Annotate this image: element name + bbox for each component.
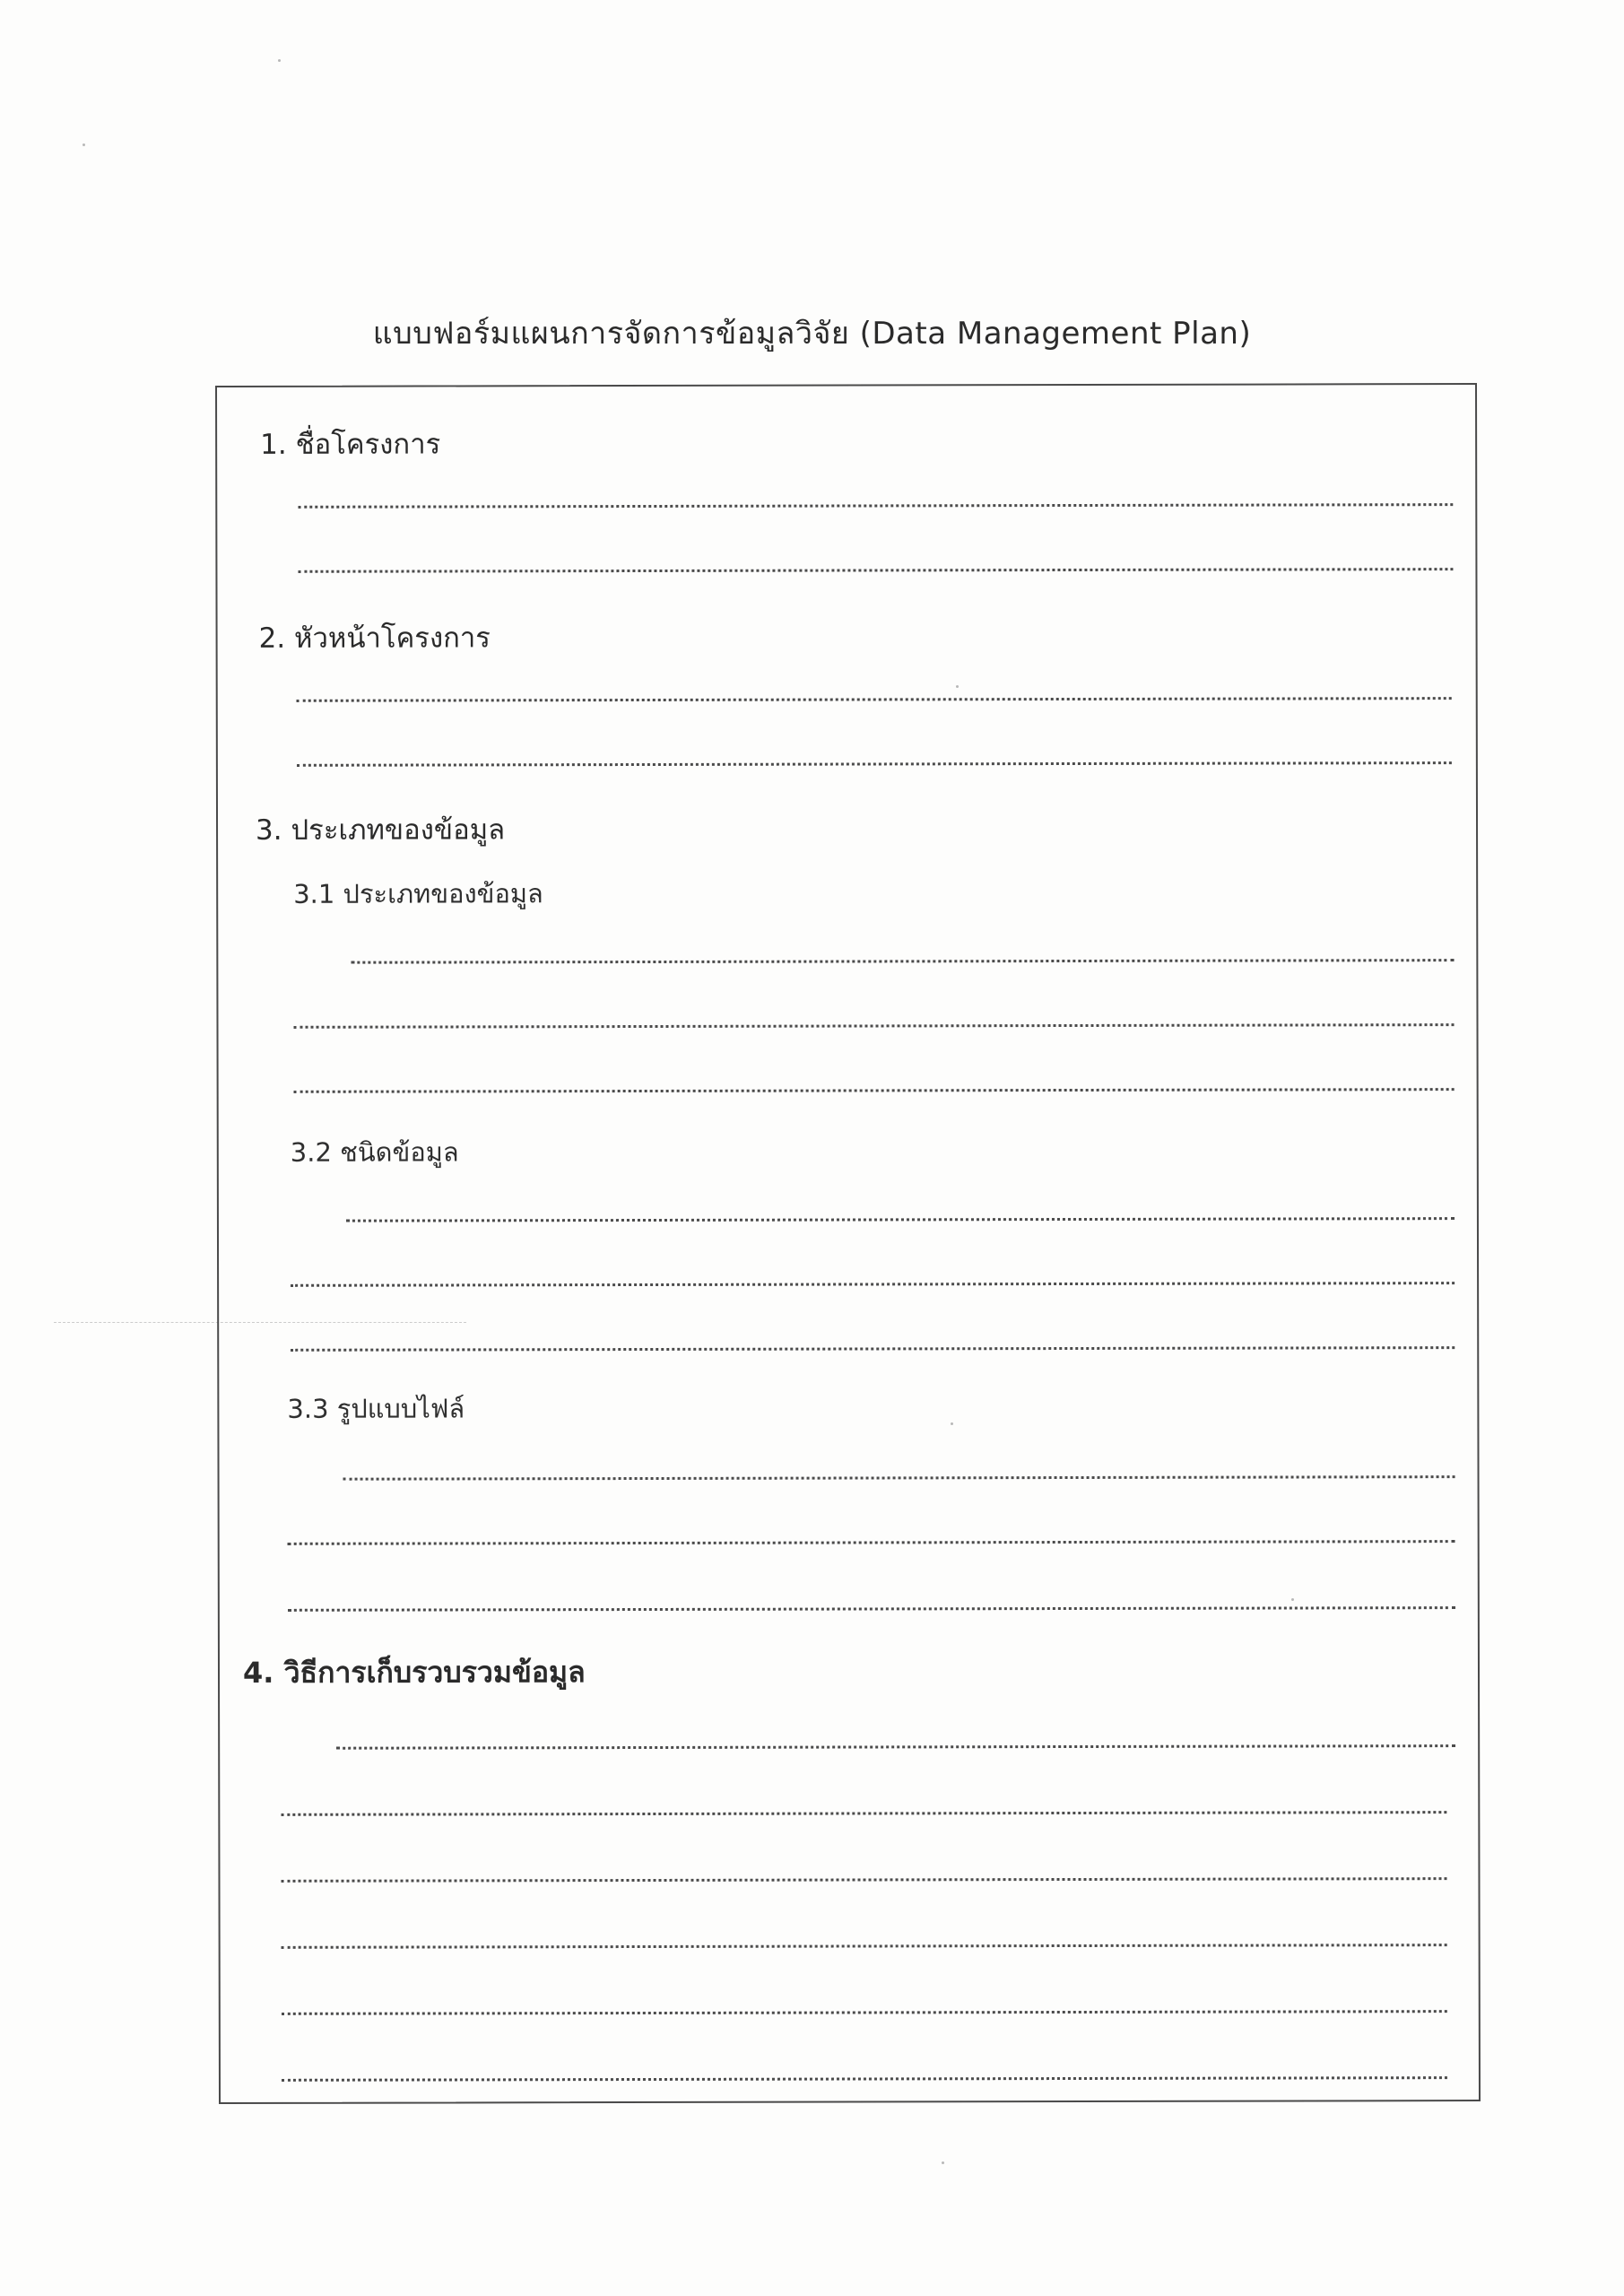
answer-line[interactable] [281,1877,1446,1883]
scan-speck [942,2161,944,2164]
answer-line[interactable] [294,1088,1455,1093]
answer-line[interactable] [281,1811,1446,1816]
answer-line[interactable] [291,1282,1455,1287]
answer-line[interactable] [298,503,1453,509]
answer-line[interactable] [351,959,1454,964]
section-project-name: 1. ชื่อโครงการ [260,428,441,461]
section-project-leader: 2. หัวหน้าโครงการ [258,622,491,655]
scan-speck [83,144,85,146]
scan-speck [278,59,281,62]
form-box [215,383,1481,2104]
answer-line[interactable] [297,761,1452,767]
answer-line[interactable] [346,1217,1455,1222]
answer-line[interactable] [282,2076,1447,2082]
page-title: แบบฟอร์มแผนการจัดการข้อมูลวิจัย (Data Management Plan) [372,316,1252,352]
subsection-file-format: 3.3 รูปแบบไฟล์ [287,1393,465,1424]
answer-line[interactable] [336,1744,1455,1750]
answer-line[interactable] [291,1346,1455,1352]
answer-line[interactable] [298,568,1453,573]
section-data-collection: 4. วิธีการเก็บรวบรวมข้อมูล [242,1655,586,1690]
section-data-types: 3. ประเภทของข้อมูล [256,813,506,847]
answer-line[interactable] [288,1540,1455,1545]
subsection-kind-of-data: 3.2 ชนิดข้อมูล [290,1136,459,1168]
answer-line[interactable] [288,1606,1455,1612]
answer-line[interactable] [293,1023,1454,1029]
answer-line[interactable] [343,1475,1455,1481]
answer-line[interactable] [282,2010,1447,2015]
answer-line[interactable] [282,1944,1447,1949]
subsection-type-of-data: 3.1 ประเภทของข้อมูล [293,878,543,909]
answer-line[interactable] [297,697,1452,702]
